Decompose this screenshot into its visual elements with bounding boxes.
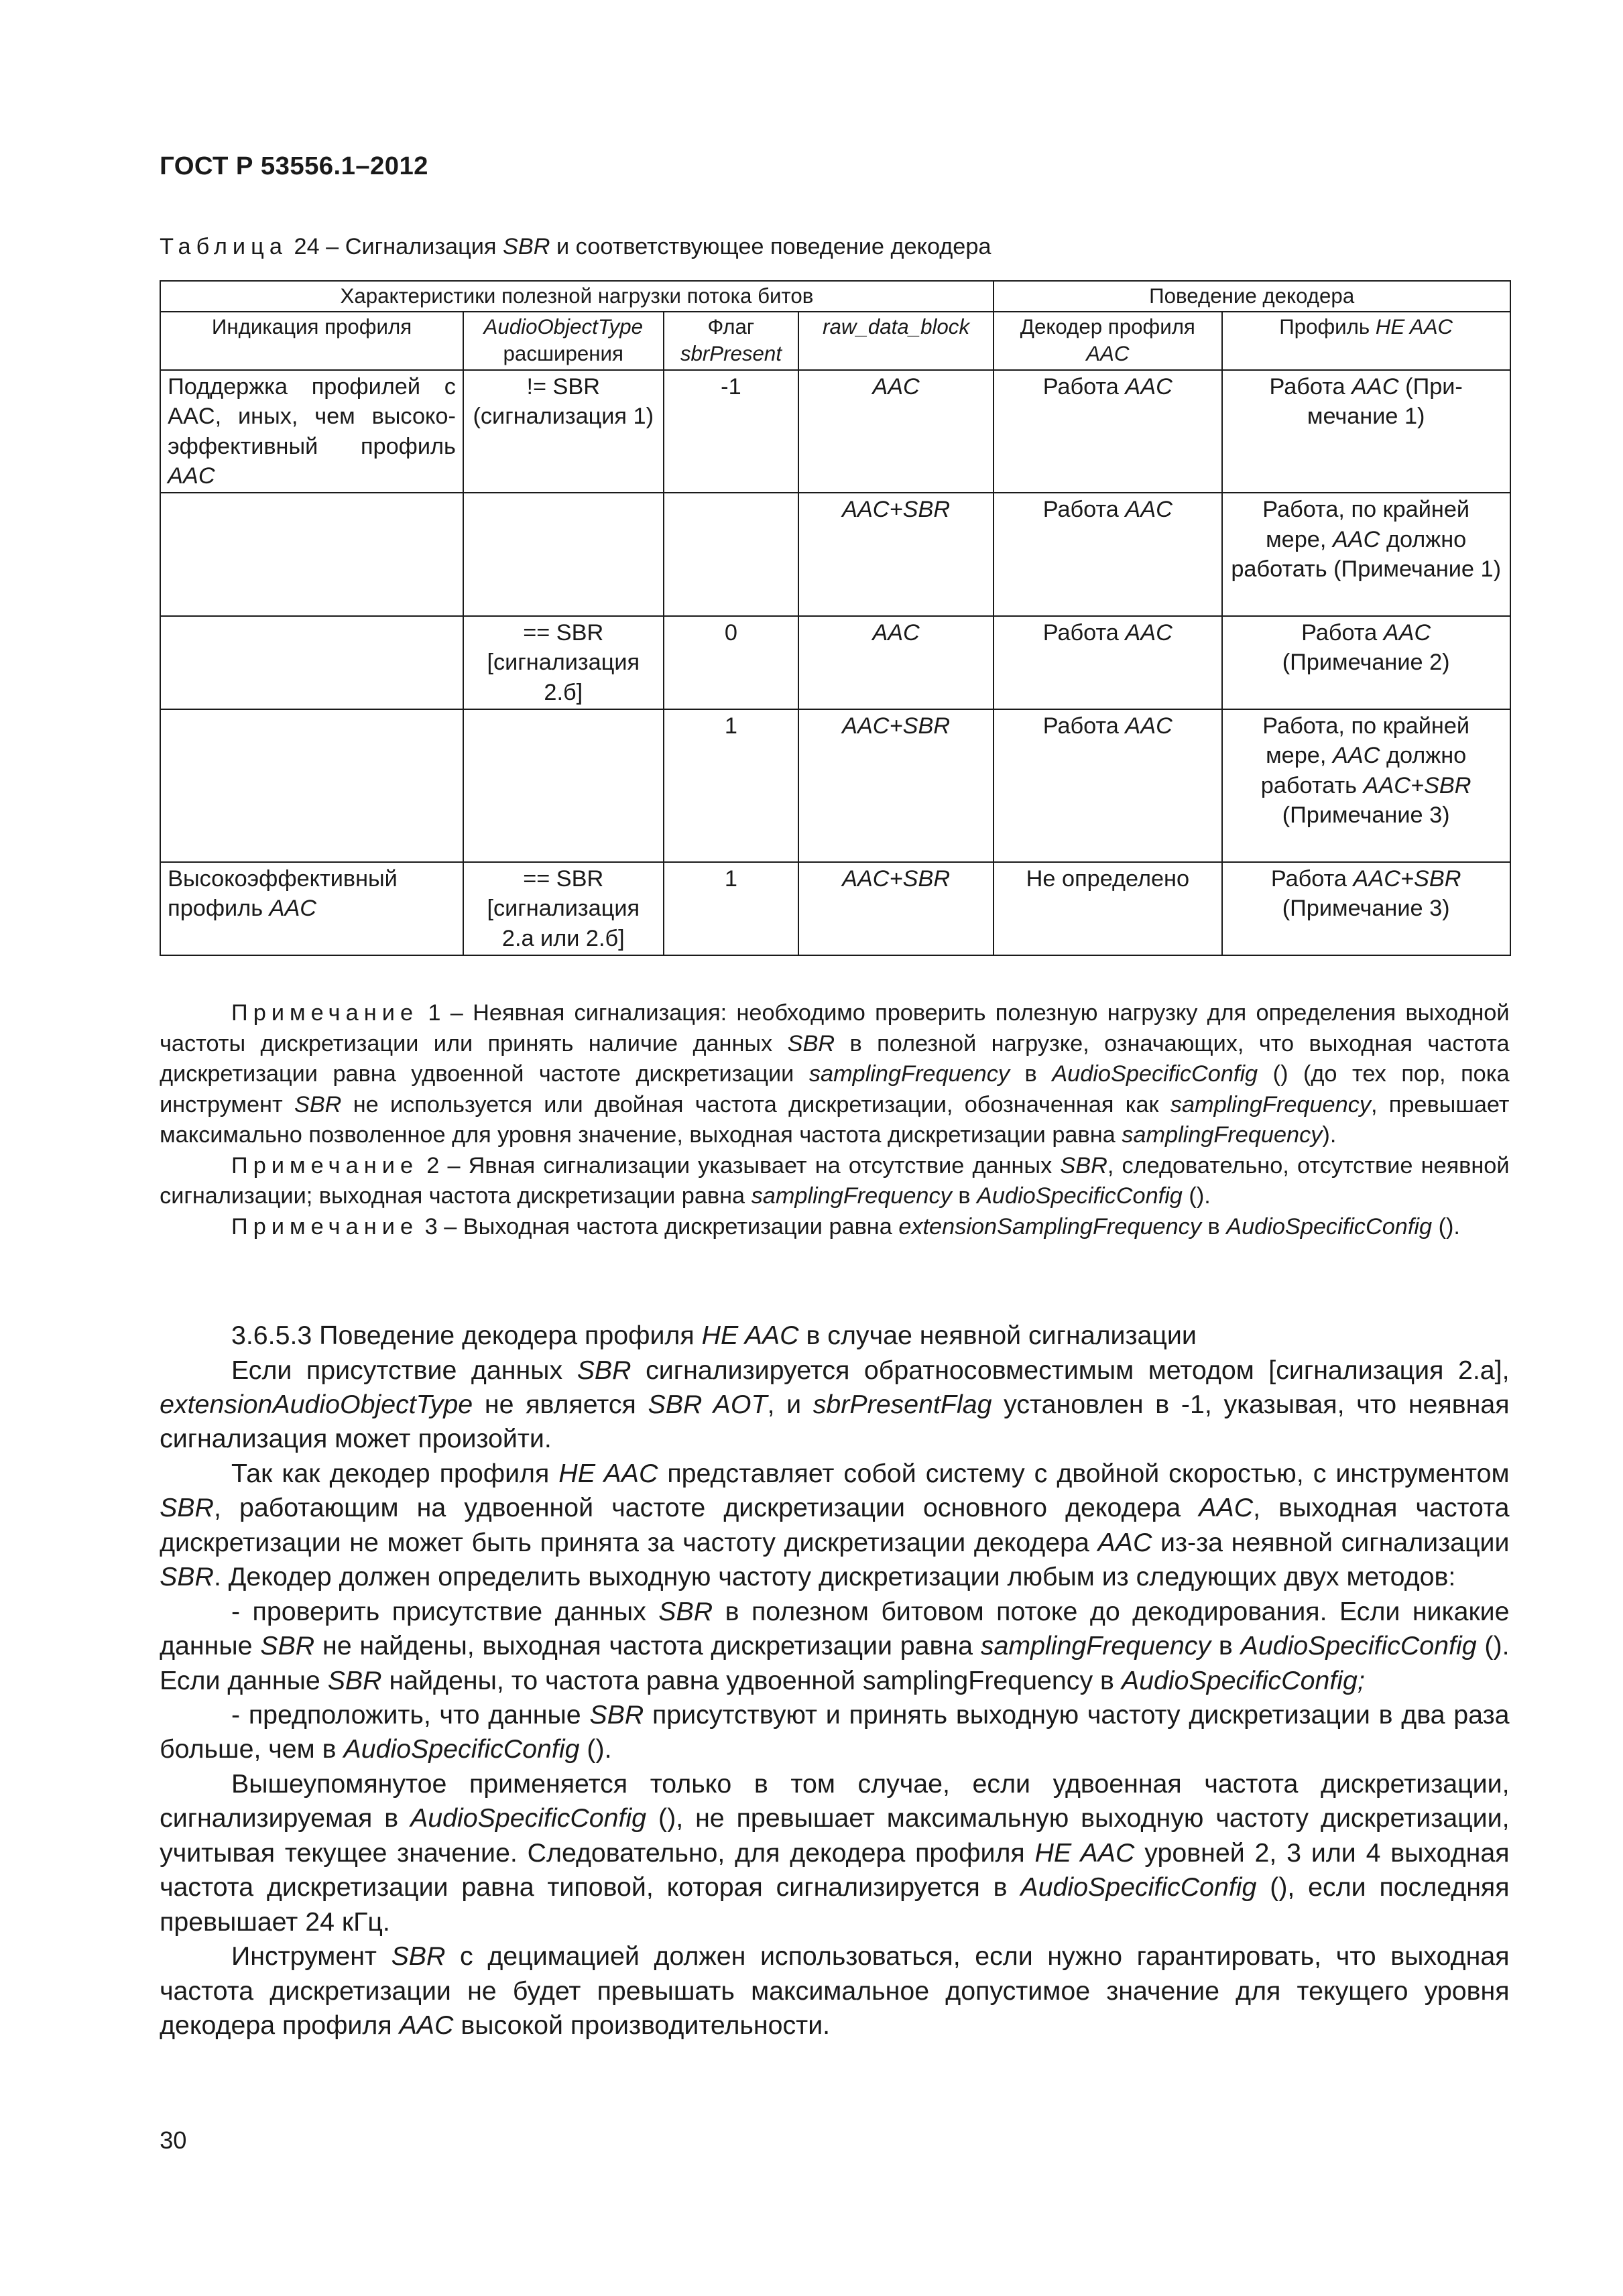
cell-he-aac: Работа AAC+SBR (Примечание 3)	[1222, 862, 1510, 955]
cell-aot: != SBR (сигнализация 1)	[463, 370, 664, 493]
cell-profile	[160, 493, 463, 616]
table-row	[160, 616, 1510, 709]
table-row	[160, 862, 1510, 955]
table-row	[160, 370, 1510, 493]
column-header-aot: AudioObjectType расширения	[463, 312, 664, 370]
cell-decoder: Работа AAC	[994, 493, 1222, 616]
group-header-payload: Характеристики полезной нагрузки потока битов	[160, 281, 994, 312]
cell-profile: Высокоэффективный профиль AAC	[160, 862, 463, 955]
cell-aot: == SBR [сигнализация 2.а или 2.б]	[463, 862, 664, 955]
section-heading: 3.6.5.3 Поведение декодера профиля HE AAC в случае неявной сигнализации	[231, 1321, 1197, 1351]
caption-number: 24	[294, 234, 320, 260]
cell-profile	[160, 616, 463, 709]
column-header-profile: Индикация профиля	[160, 312, 463, 370]
cell-raw: AAC	[798, 370, 994, 493]
cell-raw: AAC+SBR	[798, 862, 994, 955]
note-1: Примечание 1 – Неявная сигнализация: необходимо проверить полезную нагрузку для определения выходной частоты дискретизации или принять наличие данных SBR в полезной нагрузке, означающих, что выходная частота дискретизации равна удвоенной частоте дискретизации samplingFrequency в AudioSpecificConfig () (до тех пор, пока инструмент SBR не используется или двойная частота дискретизации, обозначенная как samplingFrequency, превышает максимально позволенное для уровня значение, выходная частота дискретизации равна samplingFrequency).	[160, 1000, 1510, 1148]
sbr-signaling-table	[160, 280, 1510, 957]
table-row	[160, 709, 1510, 862]
cell-he-aac: Работа, по крайней мере, AAC должно работать (Примечание 1)	[1222, 493, 1510, 616]
cell-aot: == SBR [сигнализация 2.б]	[463, 616, 664, 709]
column-header-decoder-aac: Декодер профиля AAC	[994, 312, 1222, 370]
cell-raw: AAC+SBR	[798, 493, 994, 616]
column-header-he-aac: Профиль HE AAC	[1222, 312, 1510, 370]
cell-decoder: Работа AAC	[994, 370, 1222, 493]
caption-label: Таблица	[160, 234, 288, 260]
cell-flag: 1	[664, 862, 799, 955]
body-text	[160, 1319, 1509, 2043]
table-caption: Таблица 24 – Сигнализация SBR и соответствующее поведение декодера	[160, 234, 991, 260]
cell-raw: AAC	[798, 616, 994, 709]
list-item: - проверить присутствие данных SBR в полезном битовом потоке до декодирования. Если никакие данные SBR не найдены, выходная частота дискретизации равна samplingFrequency в AudioSpecificConfig (). Если данные SBR найдены, то частота равна удвоенной samplingFrequency в AudioSpecificConfig;	[160, 1596, 1510, 1695]
paragraph: Если присутствие данных SBR сигнализируется обратносовместимым методом [сигнализация 2.а], extensionAudioObjectType не является SBR AOT, и sbrPresentFlag установлен в -1, указывая, что неявная сигнализация может произойти.	[160, 1355, 1510, 1454]
column-header-raw: raw_data_block	[798, 312, 994, 370]
note-2: Примечание 2 – Явная сигнализации указывает на отсутствие данных SBR, следовательно, отсутствие неявной сигнализации; выходная частота дискретизации равна samplingFrequency в AudioSpecificConfig ().	[160, 1152, 1510, 1209]
list-item: - предположить, что данные SBR присутствуют и принять выходную частоту дискретизации в два раза больше, чем в AudioSpecificConfig ().	[160, 1700, 1510, 1764]
document-header: ГОСТ Р 53556.1–2012	[160, 151, 428, 180]
cell-profile: Поддержка профилей с AAC, иных, чем высоко-эффективный профиль AAC	[160, 370, 463, 493]
cell-flag: -1	[664, 370, 799, 493]
cell-raw: AAC+SBR	[798, 709, 994, 862]
table-column-header-row	[160, 312, 1510, 370]
note-3: Примечание 3 – Выходная частота дискретизации равна extensionSamplingFrequency в AudioSpecificConfig ().	[231, 1214, 1460, 1240]
cell-he-aac: Работа AAC (При-мечание 1)	[1222, 370, 1510, 493]
cell-profile	[160, 709, 463, 862]
group-header-decoder: Поведение декодера	[994, 281, 1510, 312]
cell-he-aac: Работа AAC (Примечание 2)	[1222, 616, 1510, 709]
paragraph: Инструмент SBR с децимацией должен использоваться, если нужно гарантировать, что выходная частота дискретизации не будет превышать максимальное допустимое значение для текущего уровня декодера профиля AAC высокой производительности.	[160, 1941, 1510, 2041]
cell-aot	[463, 493, 664, 616]
cell-decoder: Работа AAC	[994, 616, 1222, 709]
table-notes	[160, 998, 1509, 1243]
cell-decoder: Работа AAC	[994, 709, 1222, 862]
paragraph: Так как декодер профиля HE AAC представляет собой систему с двойной скоростью, с инструментом SBR, работающим на удвоенной частоте дискретизации основного декодера AAC, выходная частота дискретизации не может быть принята за частоту дискретизации декодера AAC из-за неявной сигнализации SBR. Декодер должен определить выходную частоту дискретизации любым из следующих двух методов:	[160, 1458, 1510, 1592]
page-number: 30	[160, 2126, 187, 2154]
column-header-flag: Флаг sbrPresent	[664, 312, 799, 370]
cell-he-aac: Работа, по крайней мере, AAC должно работать AAC+SBR (Примечание 3)	[1222, 709, 1510, 862]
table-group-header-row	[160, 281, 1510, 312]
cell-flag: 0	[664, 616, 799, 709]
cell-flag	[664, 493, 799, 616]
cell-decoder: Не определено	[994, 862, 1222, 955]
paragraph: Вышеупомянутое применяется только в том случае, если удвоенная частота дискретизации, сигнализируемая в AudioSpecificConfig (), не превышает максимальную выходную частоту дискретизации, учитывая текущее значение. Следовательно, для декодера профиля HE AAC уровней 2, 3 или 4 выходная частота дискретизации равна типовой, которая сигнализируется в AudioSpecificConfig (), если последняя превышает 24 кГц.	[160, 1768, 1510, 1937]
cell-flag: 1	[664, 709, 799, 862]
cell-aot	[463, 709, 664, 862]
table-row	[160, 493, 1510, 616]
